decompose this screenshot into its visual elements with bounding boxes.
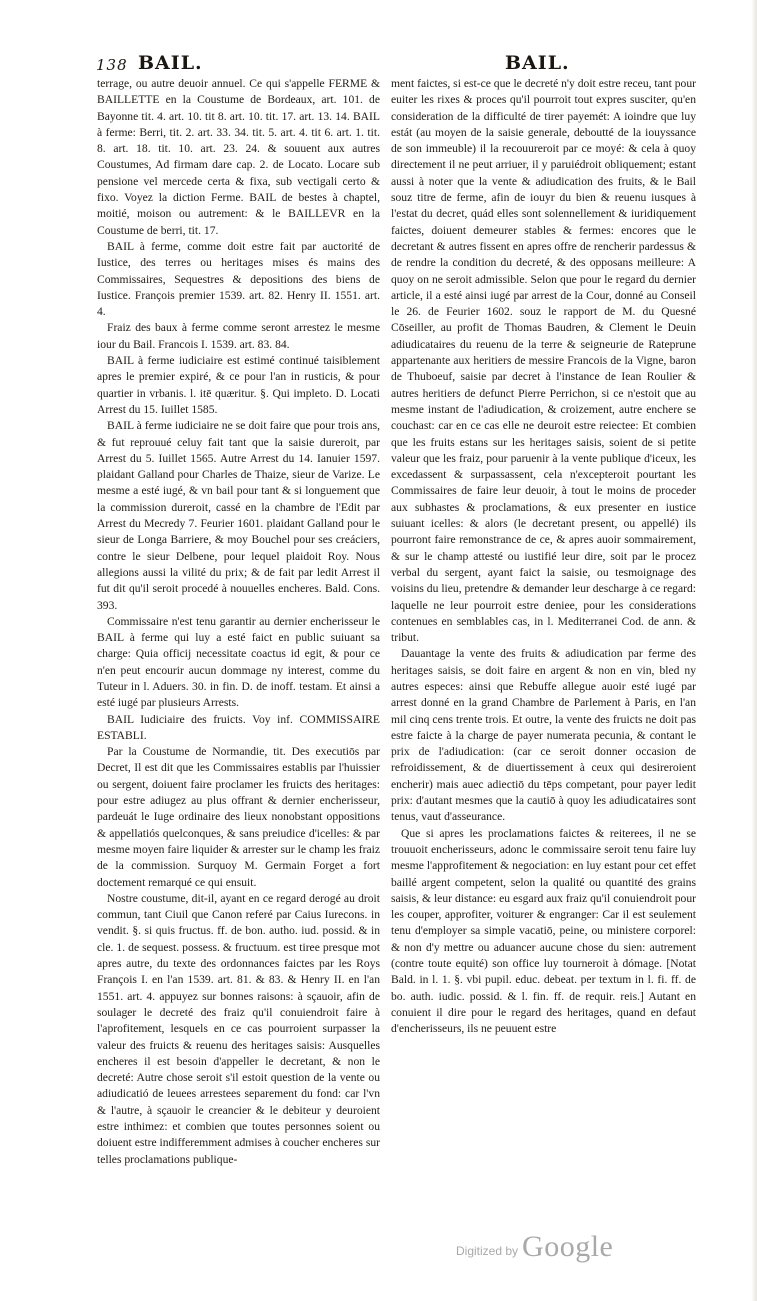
scan-edge-shadow [751, 0, 757, 1301]
watermark-prefix: Digitized by [456, 1244, 519, 1258]
paragraph: terrage, ou autre deuoir annuel. Ce qui s'appelle FERME & BAILLETTE en la Coustume de Bordeaux, art. 101. de Bayonne tit. 4. art. 10. tit 8. art. 10. tit. 17. art. 13. 14. BAIL à ferme: Berri, tit. 2. art. 33. 34. tit. 5. art. 4. tit 6. art. 1. tit. 8. art. 18. tit. 10. art. 23. 24. & souuent aux autres Coustumes, Ad firmam dare cap. 2. de Locato. Locare sub pensione vel mercede certa & fixa, sub vectigali certo & fixo. Voyez la diction Ferme. BAIL de bestes à chaptel, moitié, moison ou autrement: & le BAILLEVR en la Coustume de berri, tit. 17. [97, 77, 380, 237]
running-title-right: BAIL. [505, 52, 570, 74]
google-logo: Google [522, 1230, 614, 1263]
paragraph: ment faictes, si est-ce que le decreté n'y doit estre receu, tant pour euiter les rixes & proces qu'il pourroit tout expres susciter, qu'en consideration de la difficulté de tirer payemét: A ioindre que luy estát (au moyen de la saisie generale, deboutté de la iouyssance de son immeuble) il la recouureroit par ce moyé: & cela à quoy directement il ne peut arriuer, il y paruiédroit obliquement; estant aussi à noter que la vente & adiudication des fruits, & le Bail souz titre de ferme, afin de iouyr du bien & reuenu iusques à l'estat du decret, quád elles sont solennellement & iuridiquement faictes, doiuent demeurer stables & fermes: encores que le decretant & autres fissent en apres offre de rencherir pardessus & de rendre la condition du decreté, & des opposans meilleure: A quoy on ne seroit admissible. Selon que pour le regard du dernier article, il a esté ainsi iugé par arrest de la Cour, donné au Conseil le 26. de Feurier 1602. souz le rapport de M. du Quesné Cōseiller, au profit de Thomas Baudren, & Clement le Deuin adiudicataires du reuenu de la terre & seigneurie de Rateprune appartenante aux heritiers de messire Francois de la Vigne, baron de Thuboeuf, saisie par decret à l'instance de Iean Roulier & autres heritiers de defunct Pierre Perrichon, si ce n'estoit que au mesme instant de l'adiudication, & croizement, autre enchere se couchast: car en ce cas elle ne deuroit estre reiectee: Et combien que les fruits estans sur les heritages saisis, soient de si petite valeur que les fraiz, pour paruenir à la vente publique d'iceux, les excedassent & surpassassent, cela n'excepteroit pourtant les Commissaires de faire leur deuoir, à tout le moins de proceder aux subhastes & proclamations, & eux presenter en iustice suiuant icelles: & alors (le decretant present, ou appellé) ils pourront faire remonstrance de ce, & apres auoir sommairement, & sur le champ attesté ou iustifié leur dire, soit par le procez verbal du sergent, ayant faict la saisie, ou tesmoignage des voisins du lieu, pretendre & demander leur descharge à ce regard: laquelle ne leur pourroit estre deniee, pour les considerations contenues en semblables cas, in l. Mediterranei Cod. de ann. & tribut. [391, 77, 696, 645]
paragraph: Dauantage la vente des fruits & adiudication par ferme des heritages saisis, se doit faire en argent & non en vin, bled ny autres especes: ainsi que Rebuffe allegue auoir esté iugé par arrest donné en la grand Chambre de Parlement à Paris, en l'an mil cinq cens trente trois. Et outre, la vente des fruicts ne doit pas estre faicte à la charge de payer numerata pecunia, & contant le prix de l'adiudication: (car ce seroit donner occasion de refroidissement, & de diuertissement à ceux qui desireroient encherir) mais auec adiectiō du tēps competant, pour payer ledit prix: d'autant mesmes que la cautiō à quoy les adiudicataires sont tenus, vaut d'asseurance. [391, 647, 696, 824]
left-text-column [97, 76, 380, 1168]
running-title-left: BAIL. [138, 52, 203, 74]
paragraph: Commissaire n'est tenu garantir au dernier encherisseur le BAIL à ferme qui luy a esté faict en public suiuant sa charge: Quia officij necessitate coactus id egit, & pour ce n'en peut encourir aucun dommage ny interest, comme du Tuteur in l. Aduers. 30. in fin. D. de inoff. testam. Et ainsi a esté iugé par plusieurs Arrests. [97, 614, 380, 710]
paragraph: Nostre coustume, dit-il, ayant en ce regard derogé au droit commun, tant Ciuil que Canon referé par Caius Iurecons. in vendit. §. si quis fructus. ff. de bon. autho. iud. possid. & in cle. 1. de sequest. possess. & fructuum. est tiree presque mot apres autre, du texte des ordonnances faictes par les Roys François I. en l'an 1539. art. 81. & 83. & Henry II. en l'an 1551. art. 4. appuyez sur bonnes raisons: à sçauoir, afin de soulager le decreté des fraiz qu'il conuiendroit faire à l'aprofitement, lesquels en ce cas pourroient surpasser la valeur des fruicts & reuenu des heritages saisis: Ausquelles encheres il est besoin d'appeller le decretant, & non le decreté: Autre chose seroit s'il estoit question de la vente ou adiudicatió de leuees arrestees separement du fond: car l'vn & l'autre, à sçauoir le creancier & le debiteur y deuroient estre inthimez: et combien que toutes personnes soient ou doiuent estre indifferemment admises à coucher encheres sur telles proclamations publique- [97, 891, 380, 1166]
paragraph: Par la Coustume de Normandie, tit. Des executiōs par Decret, Il est dit que les Commissaires establis par l'huissier ou sergent, doiuent faire proclamer les fruicts des heritages: pour estre adiugez au plus offrant & dernier encherisseur, pardeuát le Iuge ordinaire des lieux nonobstant oppositions & appellatiós quelconques, & sans preiudice d'icelles: & par mesme moyen faire liquider & arrester sur le champ les fraiz de la commission. Surquoy M. Germain Forget a fort doctement remarqué ce qui ensuit. [97, 745, 380, 889]
right-text-column [391, 76, 696, 1038]
paragraph: BAIL à ferme, comme doit estre fait par auctorité de Iustice, des terres ou heritages mises és mains des Commissaires, Sequestres & depositions des biens de Iustice. François premier 1539. art. 82. Henry II. 1551. art. 4. [97, 239, 380, 319]
page-number: 138 [96, 56, 128, 74]
digitized-by-google-watermark [456, 1224, 613, 1264]
paragraph: BAIL à ferme iudiciaire est estimé continué taisiblement apres le premier expiré, & ce pour l'an in rusticis, & pour quartier in vrbanis. l. itē quæritur. §. Qui impleto. D. Locati Arrest du 15. Iuillet 1585. [97, 354, 380, 416]
paragraph: BAIL Iudiciaire des fruicts. Voy inf. COMMISSAIRE ESTABLI. [97, 712, 380, 742]
paragraph: Fraiz des baux à ferme comme seront arrestez le mesme iour du Bail. Francois I. 1539. art. 83. 84. [97, 321, 380, 351]
paragraph: Que si apres les proclamations faictes & reiterees, il ne se trouuoit encherisseurs, adonc le commissaire seroit tenu faire luy mesme l'approfitement & negociation: en luy estant pour cet effet baillé argent competent, selon la qualité ou quantité des grains saisis, & leur distance: eu esgard aux fraiz qu'il conuiendroit pour les couper, approfiter, voiturer & engranger: Car il est seulement tenu d'employer sa simple vacatiō, peine, ou ministere corporel: & non d'y mettre ou aduancer aucune chose du sien: autrement (contre toute equité) son office luy tourneroit à dómage. [Notat Bald. in l. 1. §. vbi pupil. educ. debeat. per textum in l. fi. ff. de bo. auth. iudic. possid. & l. fin. ff. de requir. reis.] Autant en conuient il dire pour le regard des heritages, quand en defaut d'encherisseurs, ils ne peuuent estre [391, 826, 696, 1036]
paragraph: BAIL à ferme iudiciaire ne se doit faire que pour trois ans, & fut reprouué celuy fait tant que la saisie dureroit, par Arrest du 5. Iuillet 1565. Autre Arrest du 14. Ianuier 1597. plaidant Galland pour Charles de Thaize, sieur de Varize. Le mesme a esté iugé, & vn bail pour tant & si longuement que la commission dureroit, cassé en la chambre de l'Edit par Arrest du Mecredy 7. Feurier 1601. plaidant Galland pour le sieur de Longa Barriere, & moy Bouchel pour ses creáciers, contre le sieur Delbene, pour lequel plaidoit Roy. Nous allegions aussi la vilité du prix; & de fait par ledit Arrest il fut dit qu'il seroit procedé à nouuelles encheres. Bald. Cons. 393. [97, 419, 380, 612]
